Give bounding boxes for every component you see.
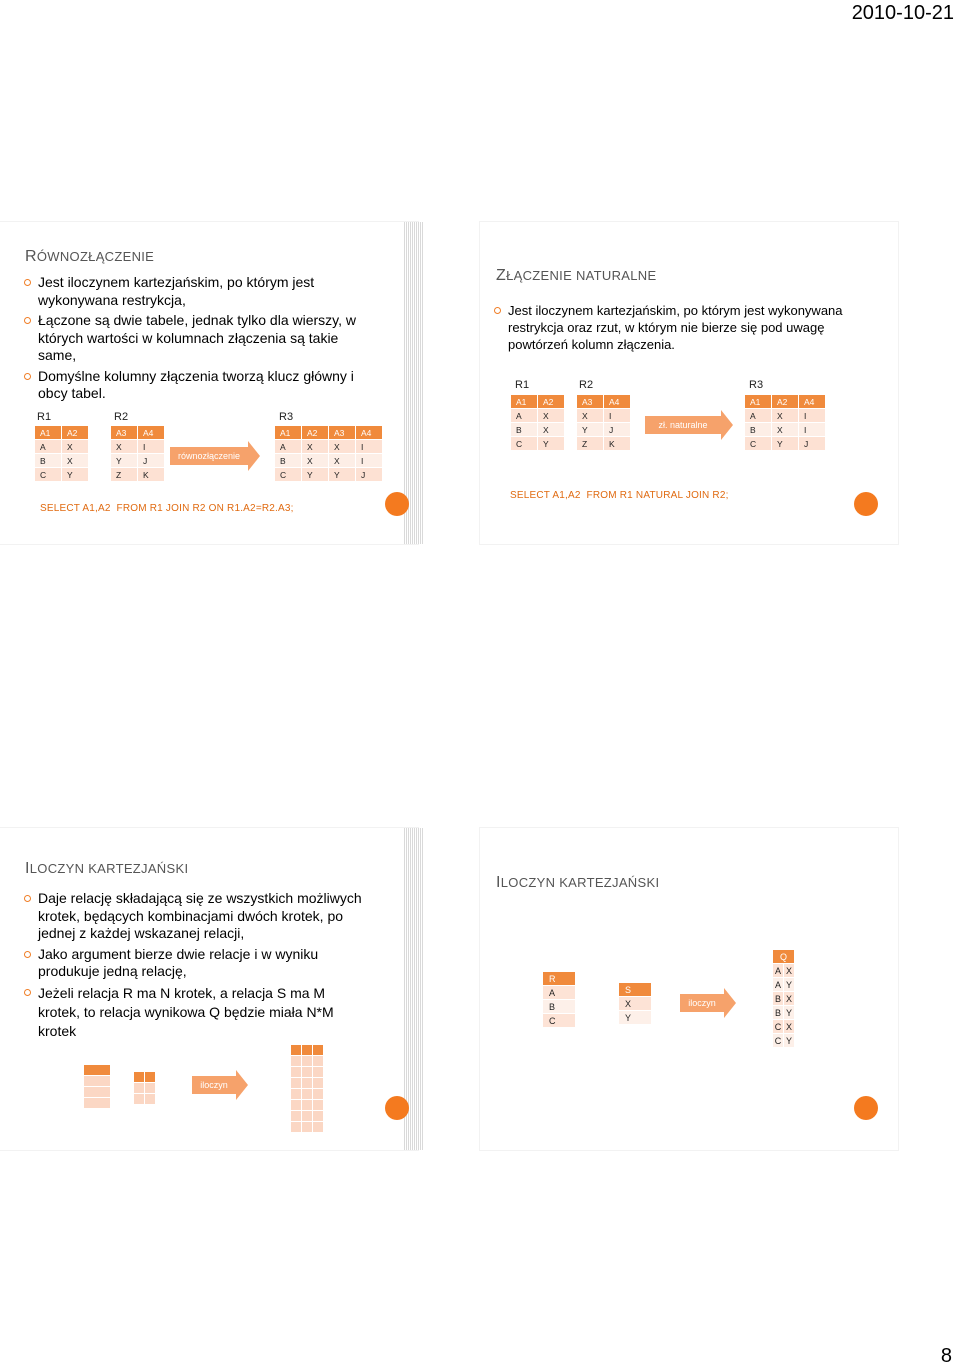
slide-edge-decoration [412, 828, 424, 1150]
relation-table-q: Q A X A Y B X B Y C X C Y [772, 949, 795, 1048]
relation-table-s: S X Y [618, 982, 652, 1025]
join-arrow-label: zł. naturalne [645, 416, 721, 434]
relation-label-r3: R3 [279, 411, 294, 423]
slide-title: ZŁĄCZENIE NATURALNE [496, 267, 657, 284]
slide-rownozlaczenie [0, 222, 418, 544]
slide-zlaczenie-naturalne [480, 222, 898, 544]
bullet-item: Daje relację składającą się ze wszystkich możliwych krotek, będących kombinacjami dwóch krotek, po jednej z każdej wskazanej relacji, [24, 890, 369, 943]
slide-iloczyn-kartezjanski-example [480, 828, 898, 1150]
slide-marker-dot [854, 492, 878, 516]
slide-marker-dot [854, 1096, 878, 1120]
relation-label-r2: R2 [114, 411, 129, 423]
relation-table-r: R A B C [542, 971, 576, 1028]
relation-table-r3: A1 A2 A4 A X I B X I C Y J [744, 394, 826, 451]
relation-q-illustration [290, 1044, 324, 1133]
bullet-item: Łączone są dwie tabele, jednak tylko dla wierszy, w których wartości w kolumnach złączenia są takie same, [24, 312, 374, 365]
sql-query: SELECT A1,A2 FROM R1 NATURAL JOIN R2; [510, 490, 729, 501]
relation-table-r2: A3 A4 X I Y J Z K [576, 394, 631, 451]
page-number: 8 [940, 1345, 952, 1367]
relation-table-r1: A1 A2 A X B X C Y [510, 394, 565, 451]
bullet-item: Jest iloczynem kartezjańskim, po którym jest wykonywana restrykcja, [24, 274, 374, 309]
arrow-head-icon [724, 988, 736, 1018]
join-arrow-label: równozłączenie [170, 447, 248, 465]
sql-query: SELECT A1,A2 FROM R1 JOIN R2 ON R1.A2=R2.A3; [40, 503, 294, 514]
bullet-item: Jeżeli relacja R ma N krotek, a relacja S ma M krotek, to relacja wynikowa Q będzie miała N*M krotek [24, 984, 369, 1041]
slide-title: ILOCZYN KARTEZJAŃSKI [496, 874, 660, 891]
product-arrow-label: iloczyn [192, 1076, 236, 1094]
arrow-head-icon [721, 410, 733, 440]
relation-table-r1: A1 A2 A X B X C Y [34, 425, 89, 482]
relation-table-r3: A1 A2 A3 A4 A X X I B X X I C Y Y J [274, 425, 383, 482]
slide-marker-dot [385, 1096, 409, 1120]
relation-label-r1: R1 [37, 411, 52, 423]
relation-s-illustration [133, 1071, 156, 1105]
bullet-item: Jako argument bierze dwie relacje i w wyniku produkuje jedną relację, [24, 946, 369, 981]
relation-r-illustration [83, 1064, 111, 1109]
bullet-list [24, 890, 369, 1044]
slide-iloczyn-kartezjanski [0, 828, 418, 1150]
relation-table-r2: A3 A4 X I Y J Z K [110, 425, 165, 482]
join-arrow [645, 410, 733, 440]
bullet-list [494, 302, 854, 356]
bullet-item: Jest iloczynem kartezjańskim, po którym jest wykonywana restrykcja oraz rzut, w którym nie bierze się pod uwagę powtórzeń kolumn złączenia. [494, 302, 854, 353]
product-arrow [192, 1070, 248, 1100]
bullet-item: Domyślne kolumny złączenia tworzą klucz główny i obcy tabel. [24, 368, 374, 403]
slide-edge-decoration [412, 222, 424, 544]
page-date: 2010-10-21 [851, 2, 954, 24]
product-arrow-label: iloczyn [680, 994, 724, 1012]
product-arrow [680, 988, 736, 1018]
join-arrow [170, 441, 260, 471]
relation-label-r1: R1 [515, 379, 530, 391]
arrow-head-icon [248, 441, 260, 471]
slide-title: RÓWNOZŁĄCZENIE [25, 248, 155, 265]
relation-label-r3: R3 [749, 379, 764, 391]
bullet-list [24, 274, 374, 406]
arrow-head-icon [236, 1070, 248, 1100]
relation-label-r2: R2 [579, 379, 594, 391]
slide-title: ILOCZYN KARTEZJAŃSKI [25, 860, 189, 877]
slide-marker-dot [385, 492, 409, 516]
